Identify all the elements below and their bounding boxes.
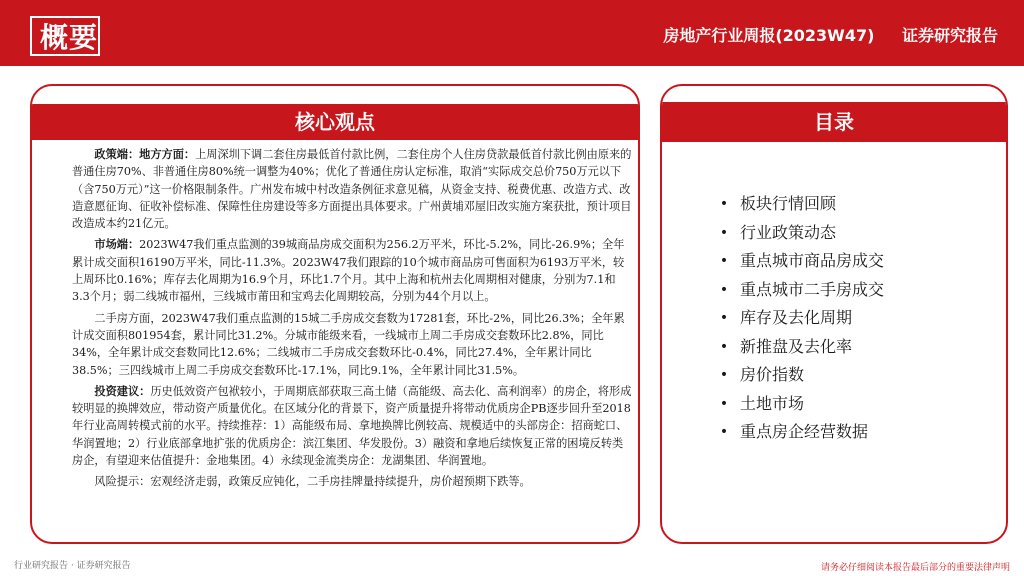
toc-item-label: 板块行情回顾 (740, 194, 837, 213)
toc-item[interactable] (716, 304, 884, 333)
toc-item[interactable] (716, 361, 884, 390)
invest-label: 投资建议： (94, 383, 151, 398)
market-paragraph (72, 236, 632, 305)
toc-item[interactable] (716, 219, 884, 248)
bullet-icon: • (719, 281, 729, 298)
risk-label: 风险提示： (94, 475, 151, 489)
report-title (663, 24, 998, 48)
toc-item-label: 新推盘及去化率 (740, 336, 853, 356)
toc-item[interactable] (716, 390, 884, 419)
invest-text: 历史低效资产包袱较小，于周期底部获取三高土储（高能级、高去化、高利润率）的房企，将形成较明显的换牌效应，带动资产质量优化。在区域分化的背景下，资产质量提升将带动优质房企PB逐步回升至2018年行业高周转模式前的水平。持续推荐：1）高能级布局、拿地换牌比例较高、规模适中的头部房企：招商蛇口、华润置地；2）行业底部拿地扩张的优质房企：滨江集团、华发股份。3）融资和拿地后续恢复正常的困境反转类房企，有望迎来估值提升：金地集团。4）永续现金流类房企：龙湖集团、华润置地。 (72, 384, 632, 468)
toc-panel (660, 84, 1008, 544)
market-text: 2023W47我们重点监测的39城商品房成交面积为256.2万平米，环比-5.2%，同比-26.9%；全年累计成交面积16190万平米，同比-11.3%。2023W47我们跟踪的10个城市商品房可售面积为6193万平米，较上周环比0.16%；库存去化周期为16.9个月，环比1.7个月。其中上海和杭州去化周期相对健康，分别为7.1和3.3个月；弱二线城市福州，三线城市莆田和宝鸡去化周期较高，分别为44个月以上。 (72, 238, 625, 304)
toc-heading: 目录 (662, 102, 1006, 142)
bullet-icon: • (719, 395, 729, 412)
toc-item-label: 重点城市商品房成交 (740, 251, 885, 270)
toc-item-label: 重点房企经营数据 (740, 422, 869, 441)
bullet-icon: • (719, 196, 729, 212)
policy-label: 政策端： (94, 147, 140, 161)
toc-list (716, 190, 884, 447)
footer-disclaimer: 请务必仔细阅读本报告最后部分的重要法律声明 (820, 563, 1010, 573)
policy-sub-label: 地方方面： (139, 147, 196, 161)
report-type: 证券研究报告 (901, 26, 998, 45)
core-view-content (72, 146, 632, 495)
toc-item[interactable] (716, 190, 884, 219)
risk-text: 宏观经济走弱，政策反应钝化，二手房挂牌量持续提升，房价超预期下跌等。 (150, 475, 531, 489)
invest-paragraph (72, 383, 632, 469)
toc-item-label: 重点城市二手房成交 (740, 279, 885, 299)
policy-paragraph (72, 146, 632, 232)
report-name: 房地产行业周报(2023W47) (663, 26, 875, 45)
bullet-icon: • (719, 310, 729, 326)
footer-left: 行业研究报告 · 证券研究报告 (14, 561, 131, 571)
bullet-icon: • (719, 338, 729, 355)
bullet-icon: • (719, 253, 729, 269)
toc-item[interactable] (716, 333, 884, 362)
toc-item[interactable] (716, 247, 884, 276)
toc-item-label: 库存及去化周期 (740, 308, 853, 327)
market-label: 市场端： (94, 237, 140, 252)
core-view-panel (30, 84, 640, 544)
toc-item-label: 行业政策动态 (740, 222, 837, 242)
toc-item-label: 土地市场 (740, 393, 805, 413)
header-bar (0, 0, 1024, 66)
policy-text: 上周深圳下调二套住房最低首付款比例，二套住房个人住房贷款最低首付款比例由原来的普通住房70%、非普通住房80%统一调整为40%；优化了普通住房认定标准，取消“实际成交总价750万元以下（含750万元）”这一价格限制条件。广州发布城中村改造条例征求意见稿，从资金支持、税费优惠、改造方式、改造意愿征询、征收补偿标准、保障性住房建设等多方面提出具体要求。广州黄埔邓屋旧改实施方案获批，预计项目改造成本约21亿元。 (72, 148, 632, 231)
toc-item[interactable] (716, 418, 884, 447)
bullet-icon: • (719, 224, 729, 241)
core-view-heading: 核心观点 (32, 104, 638, 140)
toc-item-label: 房价指数 (740, 365, 805, 384)
second-hand-text: 二手房方面，2023W47我们重点监测的15城二手房成交套数为17281套，环比-2%，同比26.3%；全年累计成交面积801954套，累计同比31.2%。分城市能级来看，一线城市上周二手房成交套数环比2.8%，同比34%，全年累计成交套数同比12.6%；二线城市二手房成交套数环比-0.4%，同比27.4%，全年累计同比38.5%；三四线城市上周二手房成交套数环比-17.1%，同比9.1%，全年累计同比31.5%。 (72, 311, 625, 377)
risk-paragraph (72, 473, 632, 490)
page-title: 概要 (40, 21, 99, 54)
bullet-icon: • (719, 367, 729, 383)
toc-item[interactable] (716, 276, 884, 305)
second-hand-paragraph (72, 310, 632, 379)
bullet-icon: • (719, 424, 729, 440)
